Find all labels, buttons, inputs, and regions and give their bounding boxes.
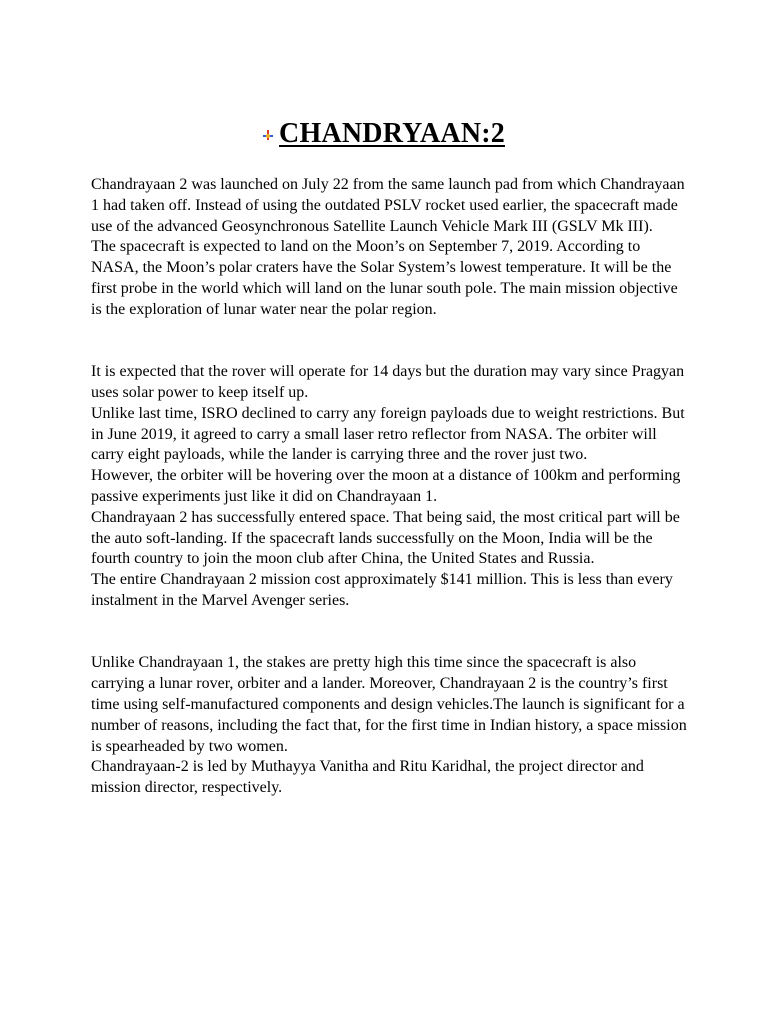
paragraph: However, the orbiter will be hovering over the moon at a distance of 100km and performing passive experiments just like it did on Chandrayaan 1. — [91, 467, 681, 505]
title-row — [0, 118, 768, 150]
star-bullet-icon — [263, 130, 273, 140]
document-body — [91, 175, 691, 799]
paragraph: Unlike last time, ISRO declined to carry any foreign payloads due to weight restrictions. But in June 2019, it agreed to carry a small laser retro reflector from NASA. The orbiter will carry eight payloads, while the lander is carrying three and the rover just two. — [91, 404, 685, 464]
paragraph: It is expected that the rover will operate for 14 days but the duration may vary since Pragyan uses solar power to keep itself up. — [91, 363, 685, 401]
paragraph: Unlike Chandrayaan 1, the stakes are pretty high this time since the spacecraft is also carrying a lunar rover, orbiter and a lander. Moreover, Chandrayaan 2 is the country’s first time using self-manufactured components and design vehicles.The launch is significant for a number of reasons, including the fact that, for the first time in Indian history, a space mission is spearheaded by two women. — [91, 654, 687, 755]
paragraph: Chandrayaan-2 is led by Muthayya Vanitha and Ritu Karidhal, the project director and mission director, respectively. — [91, 758, 644, 797]
paragraph: Chandrayaan 2 has successfully entered space. That being said, the most critical part will be the auto soft-landing. If the spacecraft lands successfully on the Moon, India will be the fourth country to join the moon club after China, the United States and Russia. — [91, 508, 680, 568]
paragraph: The entire Chandrayaan 2 mission cost approximately $141 million. This is less than every instalment in the Marvel Avenger series. — [91, 571, 673, 609]
page-title: CHANDRYAAN:2 — [279, 118, 505, 149]
paragraph: The spacecraft is expected to land on the Moon’s on September 7, 2019. According to NASA, the Moon’s polar craters have the Solar System’s lowest temperature. It will be the first probe in the world which will land on the lunar south pole. The main mission objective is the exploration of lunar water near the polar region. — [91, 238, 678, 318]
paragraph: Chandrayaan 2 was launched on July 22 from the same launch pad from which Chandrayaan 1 had taken off. Instead of using the outdated PSLV rocket used earlier, the spacecraft made use of the advanced Geosynchronous Satellite Launch Vehicle Mark III (GSLV Mk III). — [91, 176, 685, 235]
